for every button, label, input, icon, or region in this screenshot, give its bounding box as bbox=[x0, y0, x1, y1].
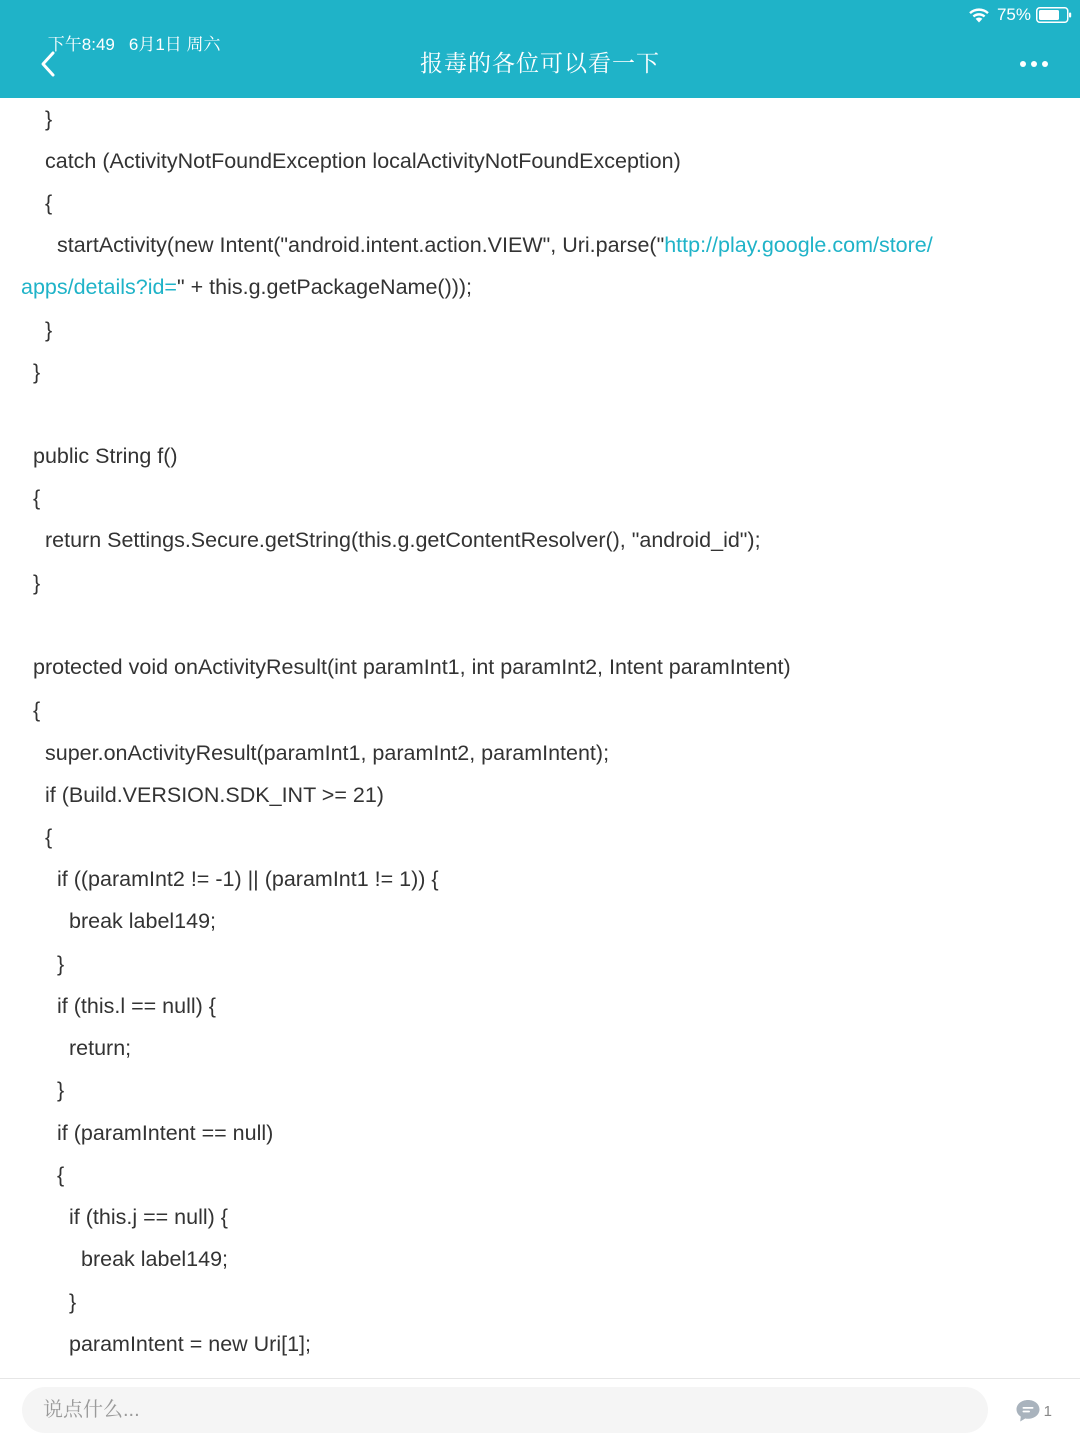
code-line bbox=[33, 646, 791, 688]
code-line bbox=[69, 1027, 131, 1069]
code-text: super.onActivityResult(paramInt1, paramInt2, paramIntent); bbox=[45, 741, 610, 765]
code-text: catch (ActivityNotFoundException localActivityNotFoundException) bbox=[45, 149, 681, 173]
code-line bbox=[45, 98, 52, 140]
comment-bar bbox=[0, 1378, 1080, 1440]
code-link[interactable]: apps/details?id= bbox=[21, 275, 177, 299]
comment-count-button[interactable] bbox=[1015, 1397, 1052, 1425]
code-line bbox=[21, 266, 472, 308]
code-text: } bbox=[57, 952, 65, 976]
article-content bbox=[0, 98, 1080, 1378]
code-text: { bbox=[57, 1163, 65, 1187]
comment-bubble-icon bbox=[1015, 1398, 1041, 1424]
code-text: } bbox=[45, 318, 53, 342]
code-text: } bbox=[45, 107, 53, 131]
code-line bbox=[45, 140, 681, 182]
code-line bbox=[33, 477, 40, 519]
code-line bbox=[33, 435, 178, 477]
code-text: if (this.j == null) { bbox=[69, 1205, 228, 1229]
more-dots-icon bbox=[1019, 60, 1049, 68]
code-text: public String f() bbox=[33, 444, 178, 468]
status-date: 6月1日 周六 bbox=[128, 35, 221, 54]
battery-icon bbox=[1036, 7, 1072, 23]
page-title: 报毒的各位可以看一下 bbox=[420, 50, 660, 76]
status-right bbox=[968, 0, 1072, 30]
code-line bbox=[57, 943, 64, 985]
code-line bbox=[57, 224, 933, 266]
code-line bbox=[69, 1196, 228, 1238]
code-line bbox=[45, 816, 52, 858]
code-text: paramIntent = new Uri[1]; bbox=[69, 1332, 311, 1356]
code-text: break label149; bbox=[81, 1247, 229, 1271]
code-text: startActivity(new Intent("android.intent.action.VIEW", Uri.parse(" bbox=[57, 233, 665, 257]
code-line bbox=[45, 182, 52, 224]
code-line bbox=[45, 309, 52, 351]
code-text: if (this.l == null) { bbox=[57, 994, 216, 1018]
code-line bbox=[33, 351, 40, 393]
status-bar bbox=[0, 0, 1080, 54]
code-text: return Settings.Secure.getString(this.g.getContentResolver(), "android_id"); bbox=[45, 528, 761, 552]
top-bar bbox=[0, 0, 1080, 98]
code-text: } bbox=[57, 1078, 65, 1102]
comment-count: 1 bbox=[1043, 1402, 1052, 1420]
code-text: { bbox=[33, 698, 41, 722]
code-text: break label149; bbox=[69, 909, 217, 933]
code-text: return; bbox=[69, 1036, 132, 1060]
code-line bbox=[57, 1112, 273, 1154]
code-line bbox=[57, 985, 216, 1027]
nav-bar bbox=[0, 30, 1080, 98]
code-line bbox=[69, 1281, 76, 1323]
code-text: { bbox=[45, 191, 53, 215]
code-line bbox=[69, 900, 216, 942]
battery-percentage: 75% bbox=[996, 5, 1031, 24]
code-text: protected void onActivityResult(int paramInt1, int paramInt2, Intent paramIntent) bbox=[33, 655, 791, 679]
back-button[interactable] bbox=[28, 44, 68, 84]
code-text: { bbox=[45, 825, 53, 849]
code-text: if ((paramInt2 != -1) || (paramInt1 != 1)) { bbox=[57, 867, 439, 891]
code-link[interactable]: http://play.google.com/store/ bbox=[664, 233, 933, 257]
code-line bbox=[57, 858, 439, 900]
code-text: " + this.g.getPackageName())); bbox=[177, 275, 473, 299]
wifi-icon bbox=[968, 7, 990, 23]
code-text: } bbox=[33, 571, 41, 595]
code-text: { bbox=[33, 486, 41, 510]
code-line bbox=[45, 774, 384, 816]
comment-placeholder: 说点什么... bbox=[43, 1399, 140, 1421]
more-button[interactable] bbox=[1014, 44, 1054, 84]
code-line bbox=[33, 689, 40, 731]
comment-input[interactable] bbox=[22, 1387, 988, 1433]
code-text: if (Build.VERSION.SDK_INT >= 21) bbox=[45, 783, 384, 807]
code-text: } bbox=[33, 360, 41, 384]
code-line bbox=[45, 519, 761, 561]
code-text: if (paramIntent == null) bbox=[57, 1121, 274, 1145]
code-line bbox=[57, 1154, 64, 1196]
code-line bbox=[69, 1323, 311, 1365]
code-line bbox=[45, 732, 609, 774]
chevron-left-icon bbox=[39, 50, 57, 78]
code-text: } bbox=[69, 1290, 77, 1314]
code-line bbox=[81, 1238, 228, 1280]
code-line bbox=[57, 1069, 64, 1111]
code-line bbox=[33, 562, 40, 604]
status-time: 下午8:49 bbox=[47, 35, 115, 54]
